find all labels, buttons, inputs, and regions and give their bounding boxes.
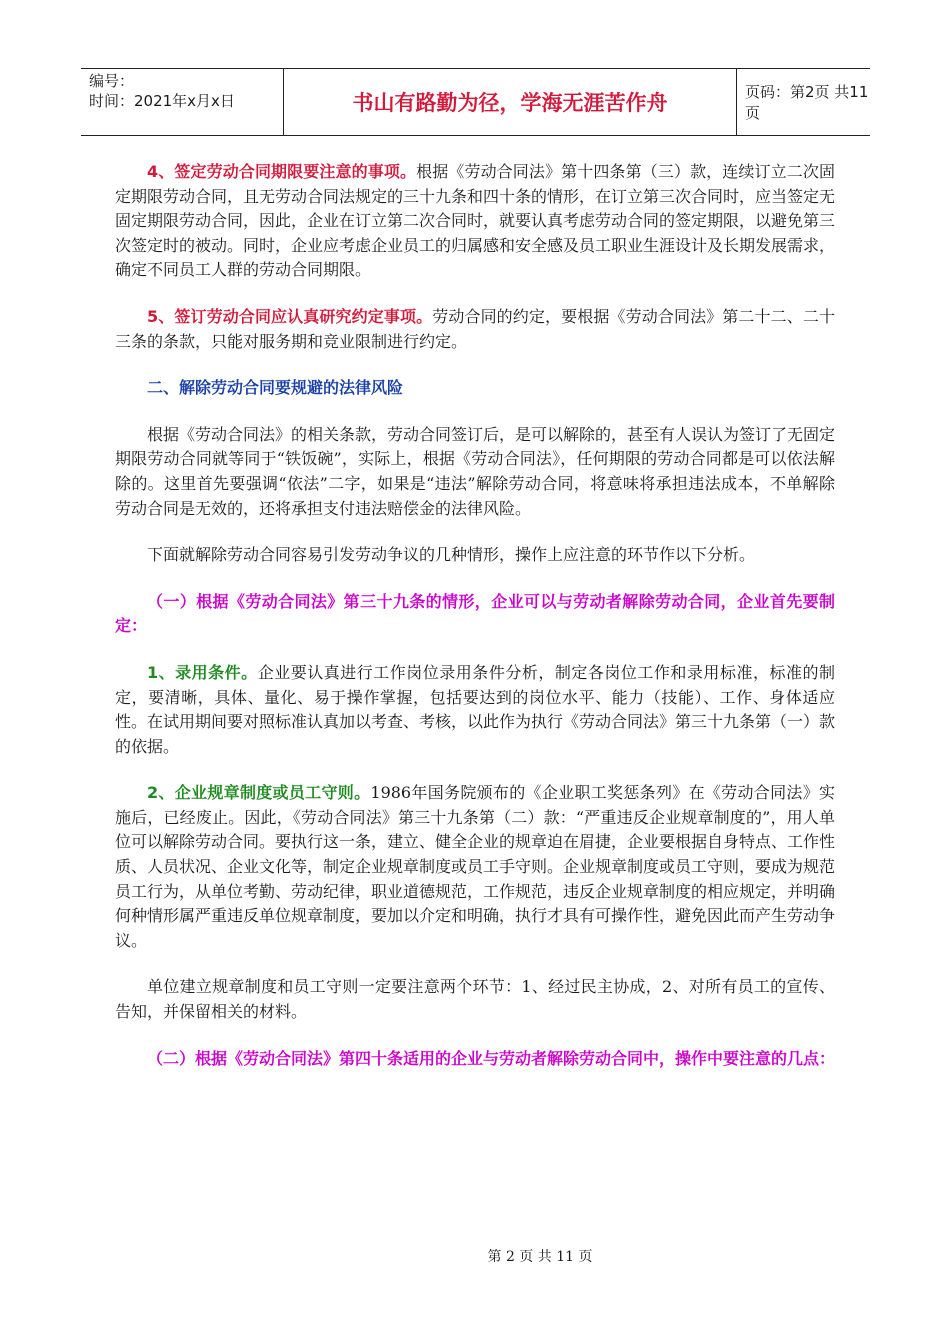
paragraph-lead: 5、签订劳动合同应认真研究约定事项。 xyxy=(147,306,433,326)
header-left-cell xyxy=(81,69,283,135)
paragraph-lead: 1、录用条件。 xyxy=(147,662,258,682)
paragraph-text: 下面就解除劳动合同容易引发劳动争议的几种情形，操作上应注意的环节作以下分析。 xyxy=(147,545,756,565)
page-footer: 第 2 页 共 11 页 xyxy=(487,1249,593,1265)
document-body xyxy=(115,160,835,1071)
paragraph-4 xyxy=(115,160,835,283)
paragraph-5 xyxy=(115,305,835,354)
page-header xyxy=(81,68,870,136)
paragraph-text: 企业要认真进行工作岗位录用条件分析，制定各岗位工作和录用标准，标准的制定，要清晰，具体、量化、易于操作掌握，包括要达到的岗位水平、能力（技能）、工作、身体适应性。在试用期间要对照标准认真加以考查、考核，以此作为执行《劳动合同法》第三十九条第（一）款的依据。 xyxy=(115,662,836,756)
paragraph-2 xyxy=(115,781,835,953)
date-label: 时间：2021年x月x日 xyxy=(89,92,235,110)
section-heading: 二、解除劳动合同要规避的法律风险 xyxy=(147,378,404,398)
paragraph-text: 根据《劳动合同法》第十四条第（三）款，连续订立二次固定期限劳动合同，且无劳动合同法规定的三十九条和四十条的情形，在订立第三次合同时，应当签定无固定期限劳动合同，因此，企业在订立第二次合同时，就要认真考虑劳动合同的签定期限，以避免第三次签定时的被动。同时，企业应考虑企业员工的归属感和安全感及员工职业生涯设计及长期发展需求，确定不同员工人群的劳动合同期限。 xyxy=(115,162,836,280)
paragraph-lead: 2、企业规章制度或员工守则。 xyxy=(147,783,371,803)
paragraph-text: 单位建立规章制度和员工守则一定要注意两个环节：1、经过民主协成，2、对所有员工的宣传、告知，并保留相关的材料。 xyxy=(115,977,835,1022)
paragraph-text: 劳动合同的约定，要根据《劳动合同法》第二十二、二十三条的条款，只能对服务期和竞业限制进行约定。 xyxy=(115,306,835,351)
paragraph-lead: 4、签定劳动合同期限要注意的事项。 xyxy=(147,162,417,181)
subsection-heading: （二）根据《劳动合同法》第四十条适用的企业与劳动者解除劳动合同中，操作中要注意的几点： xyxy=(147,1048,836,1068)
paragraph-text: 根据《劳动合同法》的相关条款，劳动合同签订后，是可以解除的，甚至有人误认为签订了无固定期限劳动合同就等同于“铁饭碗”，实际上，根据《劳动合同法》，任何期限的劳动合同都是可以依法解除的。这里首先要强调“依法”二字，如果是“违法”解除劳动合同，将意味将承担违法成本，不单解除劳动合同是无效的，还将承担支付违法赔偿金的法律风险。 xyxy=(115,424,836,518)
paragraph-1 xyxy=(115,661,835,759)
number-label: 编号： xyxy=(89,72,135,90)
paragraph-text: 1986年国务院颁布的《企业职工奖惩条列》在《劳动合同法》实施后，已经废止。因此，《劳动合同法》第三十九条第（二）款：“严重违反企业规章制度的”，用人单位可以解除劳动合同。要执行这一条，建立、健全企业的规章迫在眉捷，企业要根据自身特点、工作性质、人员状况、企业文化等，制定企业规章制度或员工手守则。企业规章制度或员工守则，要成为规范员工行为，从单位考勤、劳动纪律，职业道德规范，工作规范，违反企业规章制度的相应规定，并明确何种情形属严重违反单位规章制度，要加以介定和明确，执行才具有可操作性，避免因此而产生劳动争议。 xyxy=(115,783,836,950)
motto: 书山有路勤为径，学海无涯苦作舟 xyxy=(283,69,737,135)
subsection-heading: （一）根据《劳动合同法》第三十九条的情形，企业可以与劳动者解除劳动合同，企业首先要制定： xyxy=(115,591,835,636)
page-label: 页码：第2页 共11页 xyxy=(745,83,869,122)
